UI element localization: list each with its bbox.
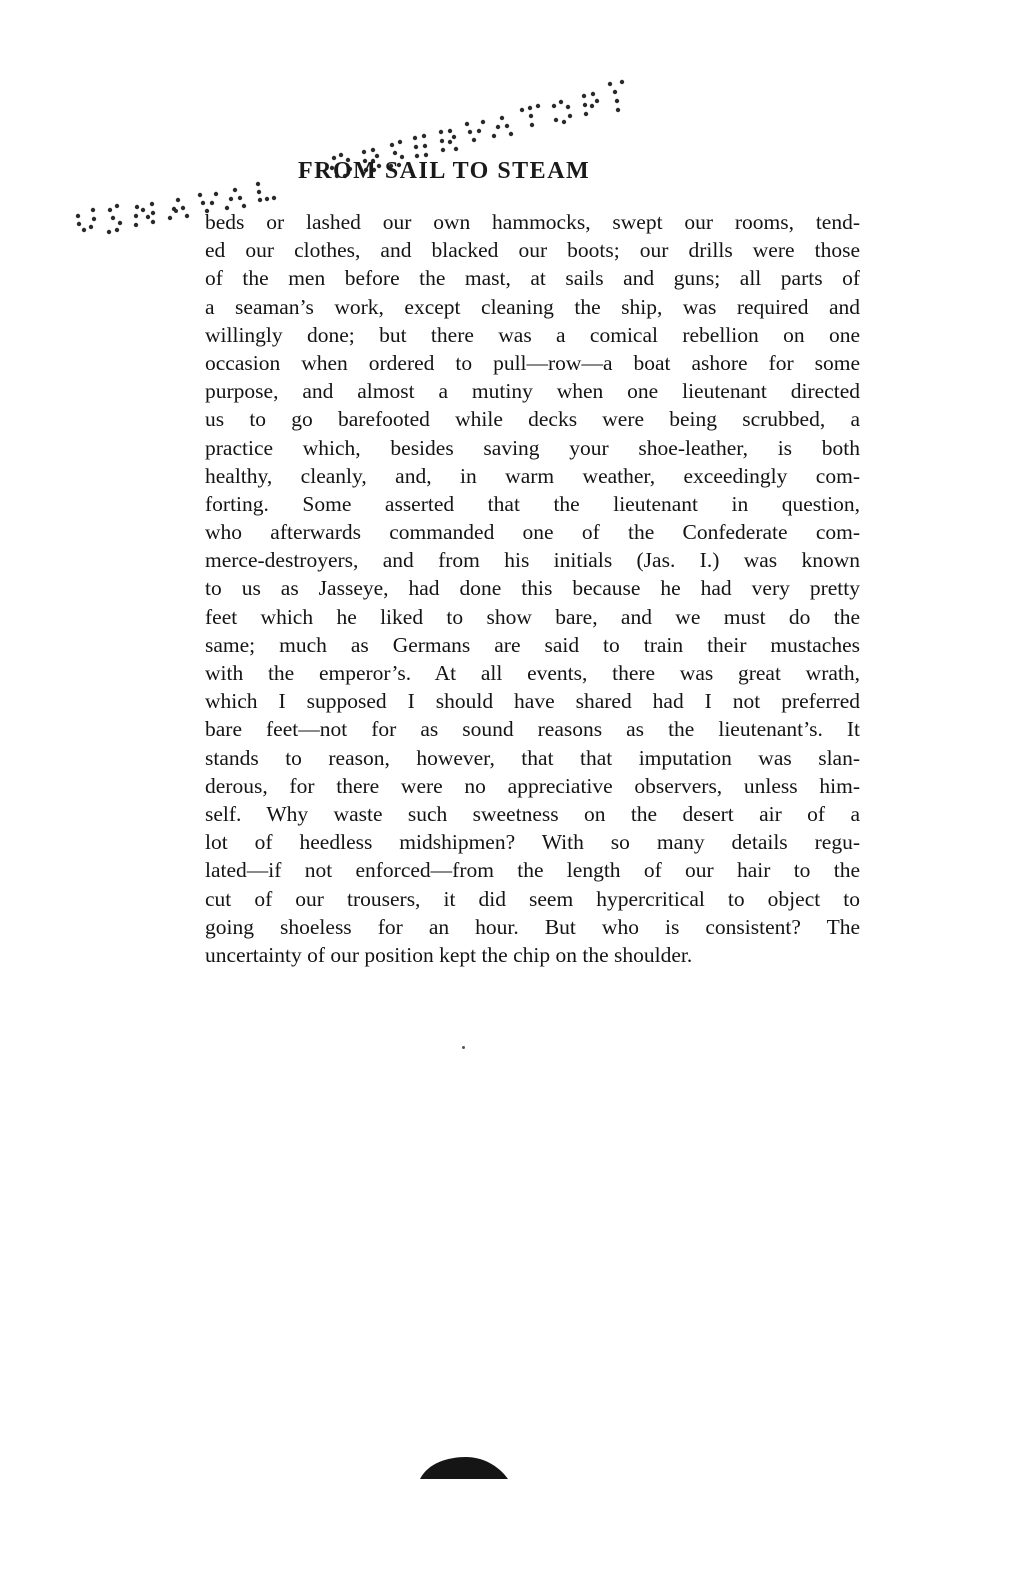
text-line: same; much as Germans are said to train their mustaches (205, 632, 860, 657)
text-line: who afterwards commanded one of the Confederate com- (205, 520, 860, 545)
text-line: ed our clothes, and blacked our boots; our drills were those (205, 238, 860, 263)
text-line: feet which he liked to show bare, and we must do the (205, 604, 860, 629)
text-line: bare feet—not for as sound reasons as the lieutenant’s. It (205, 717, 860, 742)
text-line: healthy, cleanly, and, in warm weather, exceedingly com- (205, 463, 860, 488)
text-line: forting. Some asserted that the lieutenant in question, (205, 491, 860, 516)
text-line: stands to reason, however, that that imputation was slan- (205, 745, 860, 770)
text-line: a seaman’s work, except cleaning the ship, was required and (205, 294, 860, 319)
text-line: going shoeless for an hour. But who is consistent? The (205, 914, 860, 939)
text-line: practice which, besides saving your shoe-leather, is both (205, 435, 860, 460)
text-line: lot of heedless midshipmen? With so many details regu- (205, 830, 860, 855)
text-line: which I supposed I should have shared had I not preferred (205, 689, 860, 714)
text-line: self. Why waste such sweetness on the desert air of a (205, 801, 860, 826)
stray-ink-dot (462, 1046, 465, 1049)
text-line: of the men before the mast, at sails and guns; all parts of (205, 266, 860, 291)
text-line: with the emperor’s. At all events, there was great wrath, (205, 661, 860, 685)
text-line: us to go barefooted while decks were being scrubbed, a (205, 407, 860, 432)
text-line: merce-destroyers, and from his initials (Jas. I.) was known (205, 548, 860, 573)
text-line: lated—if not enforced—from the length of our hair to the (205, 858, 860, 883)
text-line: purpose, and almost a mutiny when one lieutenant directed (205, 379, 860, 404)
running-head: FROM SAIL TO STEAM (298, 158, 591, 184)
body-text (205, 208, 860, 969)
text-line: derous, for there were no appreciative observers, unless him- (205, 773, 860, 798)
text-line: beds or lashed our own hammocks, swept our rooms, tend- (205, 210, 860, 234)
text-line-last: uncertainty of our position kept the chip on the shoulder. (205, 942, 693, 967)
text-line: willingly done; but there was a comical rebellion on one (205, 322, 860, 347)
text-line: cut of our trousers, it did seem hypercritical to object to (205, 886, 860, 911)
text-line: occasion when ordered to pull—row—a boat ashore for some (205, 350, 860, 375)
page-tab-mark (418, 1455, 510, 1481)
text-line: to us as Jasseye, had done this because he had very pretty (205, 576, 860, 601)
